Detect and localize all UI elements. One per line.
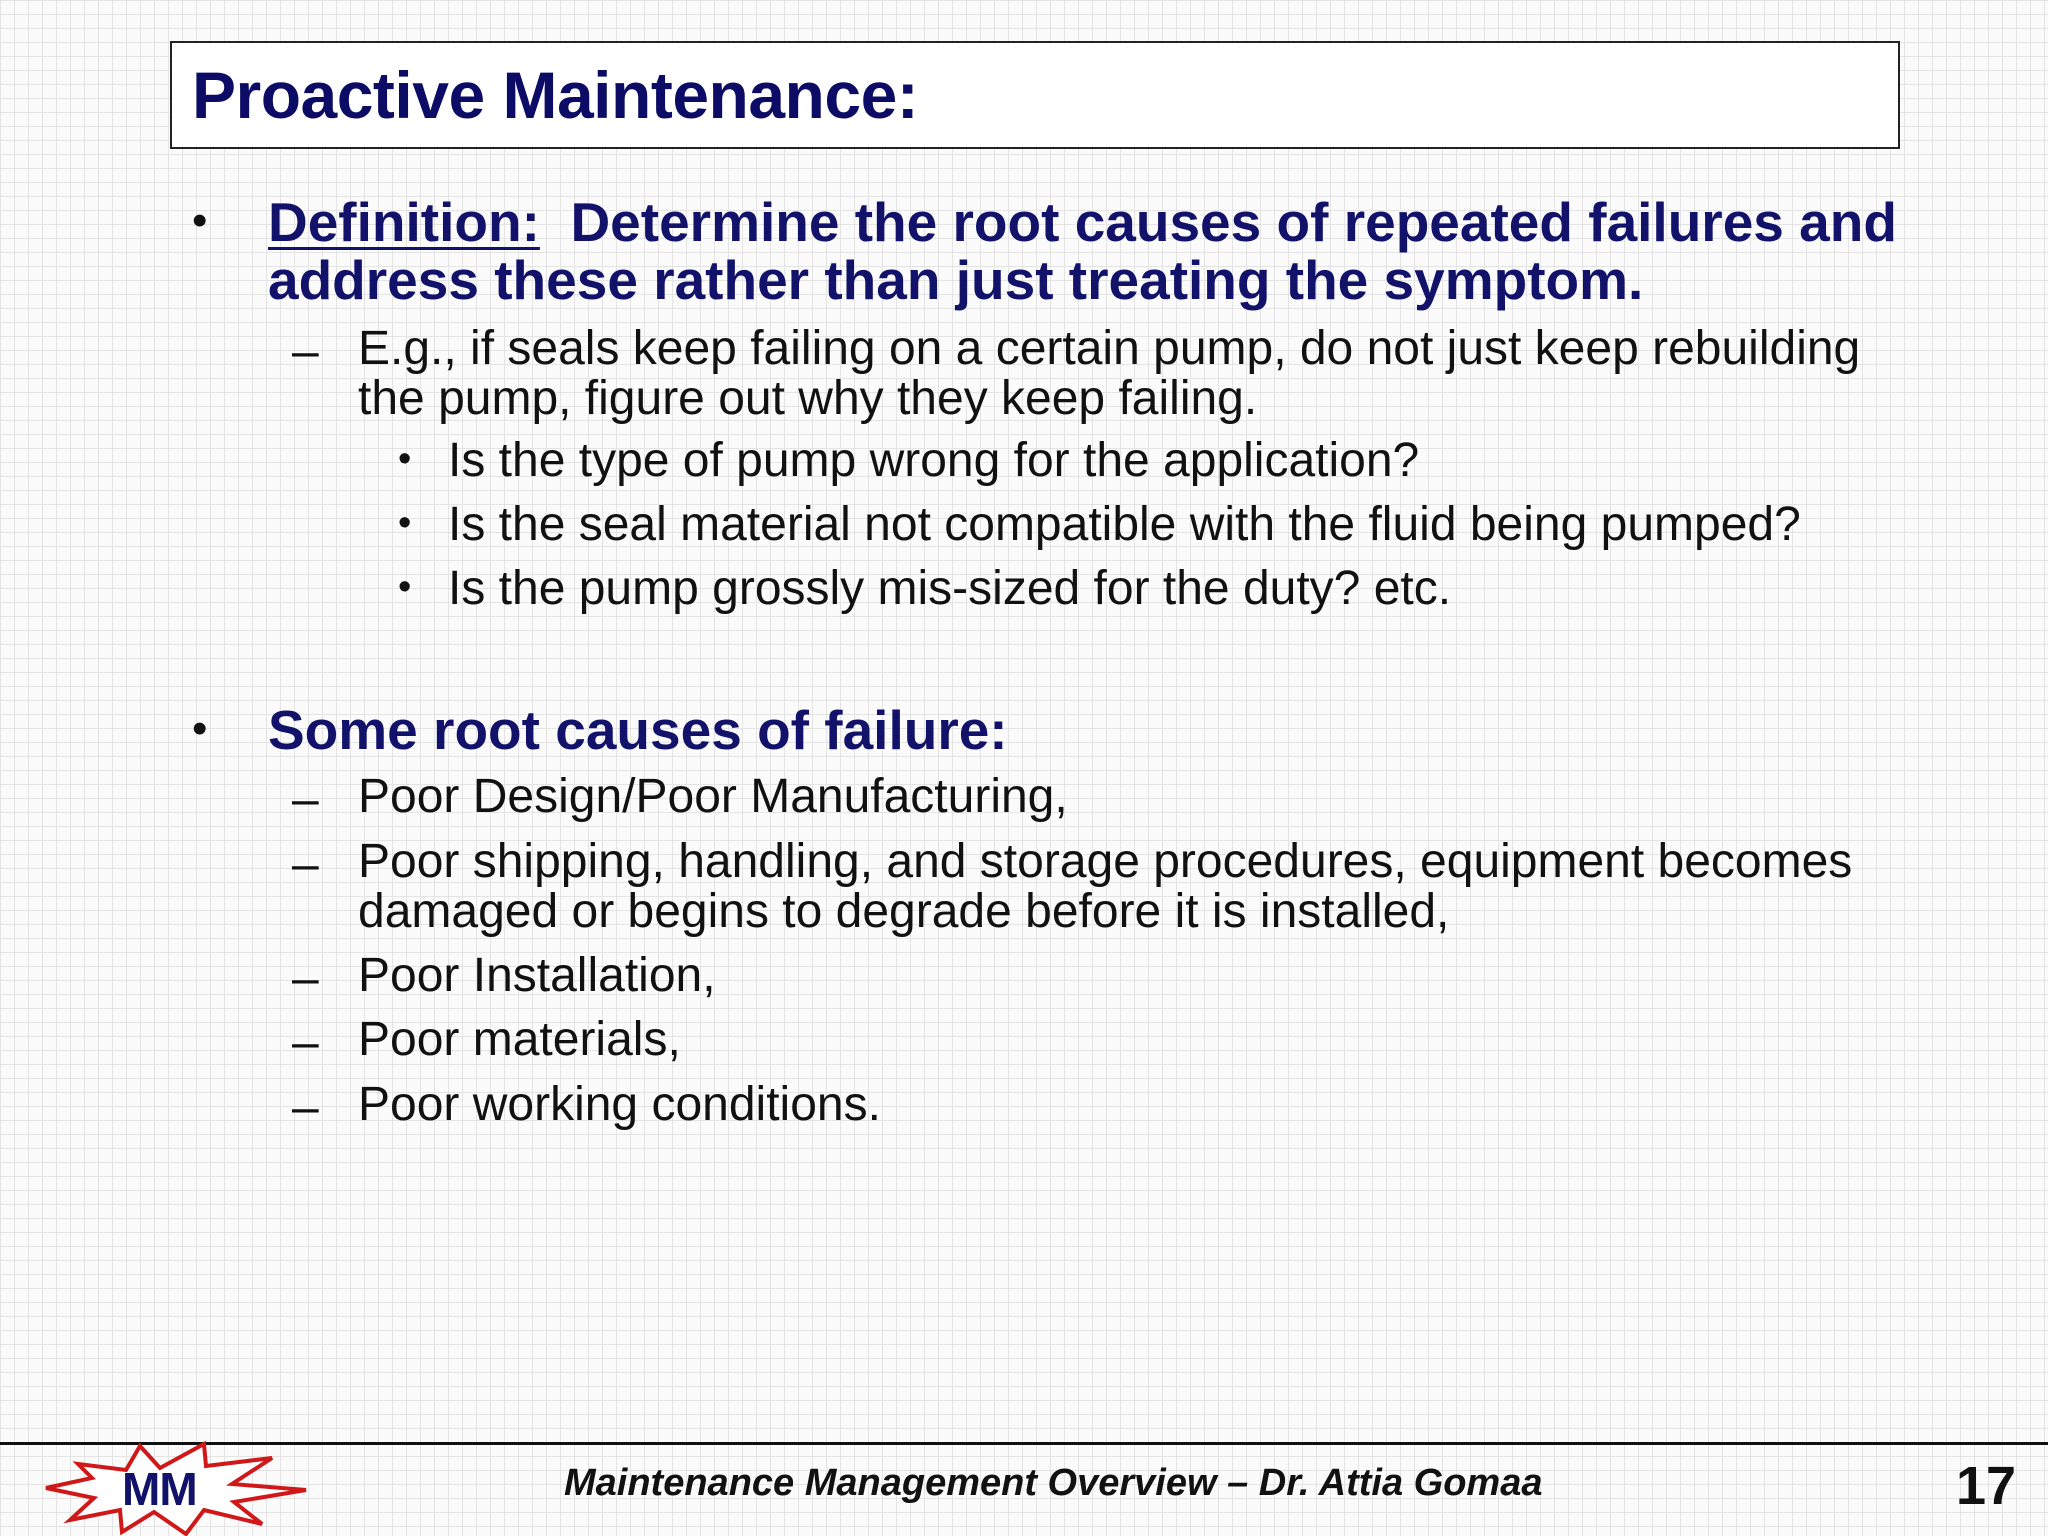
sub-bullet-marker: • — [398, 438, 412, 480]
example-line-1: E.g., if seals keep failing on a certain pump, do not just keep rebuilding — [358, 322, 1861, 375]
footer-title: Maintenance Management Overview – Dr. Attia Gomaa — [564, 1462, 1543, 1504]
root-cause-item: Poor materials, — [358, 1013, 681, 1066]
definition-line-2: address these rather than just treating the symptom. — [268, 249, 1644, 311]
root-cause-item-continued: damaged or begins to degrade before it is installed, — [358, 885, 1450, 938]
question-2: Is the seal material not compatible with the fluid being pumped? — [448, 498, 1801, 551]
example-line-2: the pump, figure out why they keep failing. — [358, 372, 1258, 425]
dash-marker: – — [292, 773, 319, 826]
dash-marker: – — [292, 952, 319, 1005]
root-causes-heading: Some root causes of failure: — [268, 699, 1008, 761]
question-1: Is the type of pump wrong for the application? — [448, 434, 1420, 487]
definition-label: Definition: — [268, 191, 540, 253]
definition-text-1: Determine the root causes of repeated failures and — [570, 191, 1897, 253]
question-3: Is the pump grossly mis-sized for the duty? etc. — [448, 562, 1452, 615]
sub-bullet-marker: • — [398, 566, 412, 608]
logo-text: MM — [122, 1463, 197, 1515]
dash-marker: – — [292, 1081, 319, 1134]
page-number: 17 — [1956, 1456, 2017, 1516]
bullet-marker: • — [192, 196, 208, 245]
dash-marker: – — [292, 838, 319, 891]
slide-title: Proactive Maintenance: — [192, 58, 919, 132]
root-cause-item: Poor Design/Poor Manufacturing, — [358, 770, 1068, 823]
dash-marker: – — [292, 1016, 319, 1069]
bullet-marker: • — [192, 704, 208, 753]
definition-line-1 — [268, 193, 1897, 251]
sub-bullet-marker: • — [398, 502, 412, 544]
root-cause-item: Poor Installation, — [358, 949, 716, 1002]
root-cause-item: Poor shipping, handling, and storage procedures, equipment becomes — [358, 835, 1853, 888]
title-box — [170, 41, 1900, 149]
dash-marker: – — [292, 325, 319, 378]
root-cause-item: Poor working conditions. — [358, 1078, 881, 1131]
